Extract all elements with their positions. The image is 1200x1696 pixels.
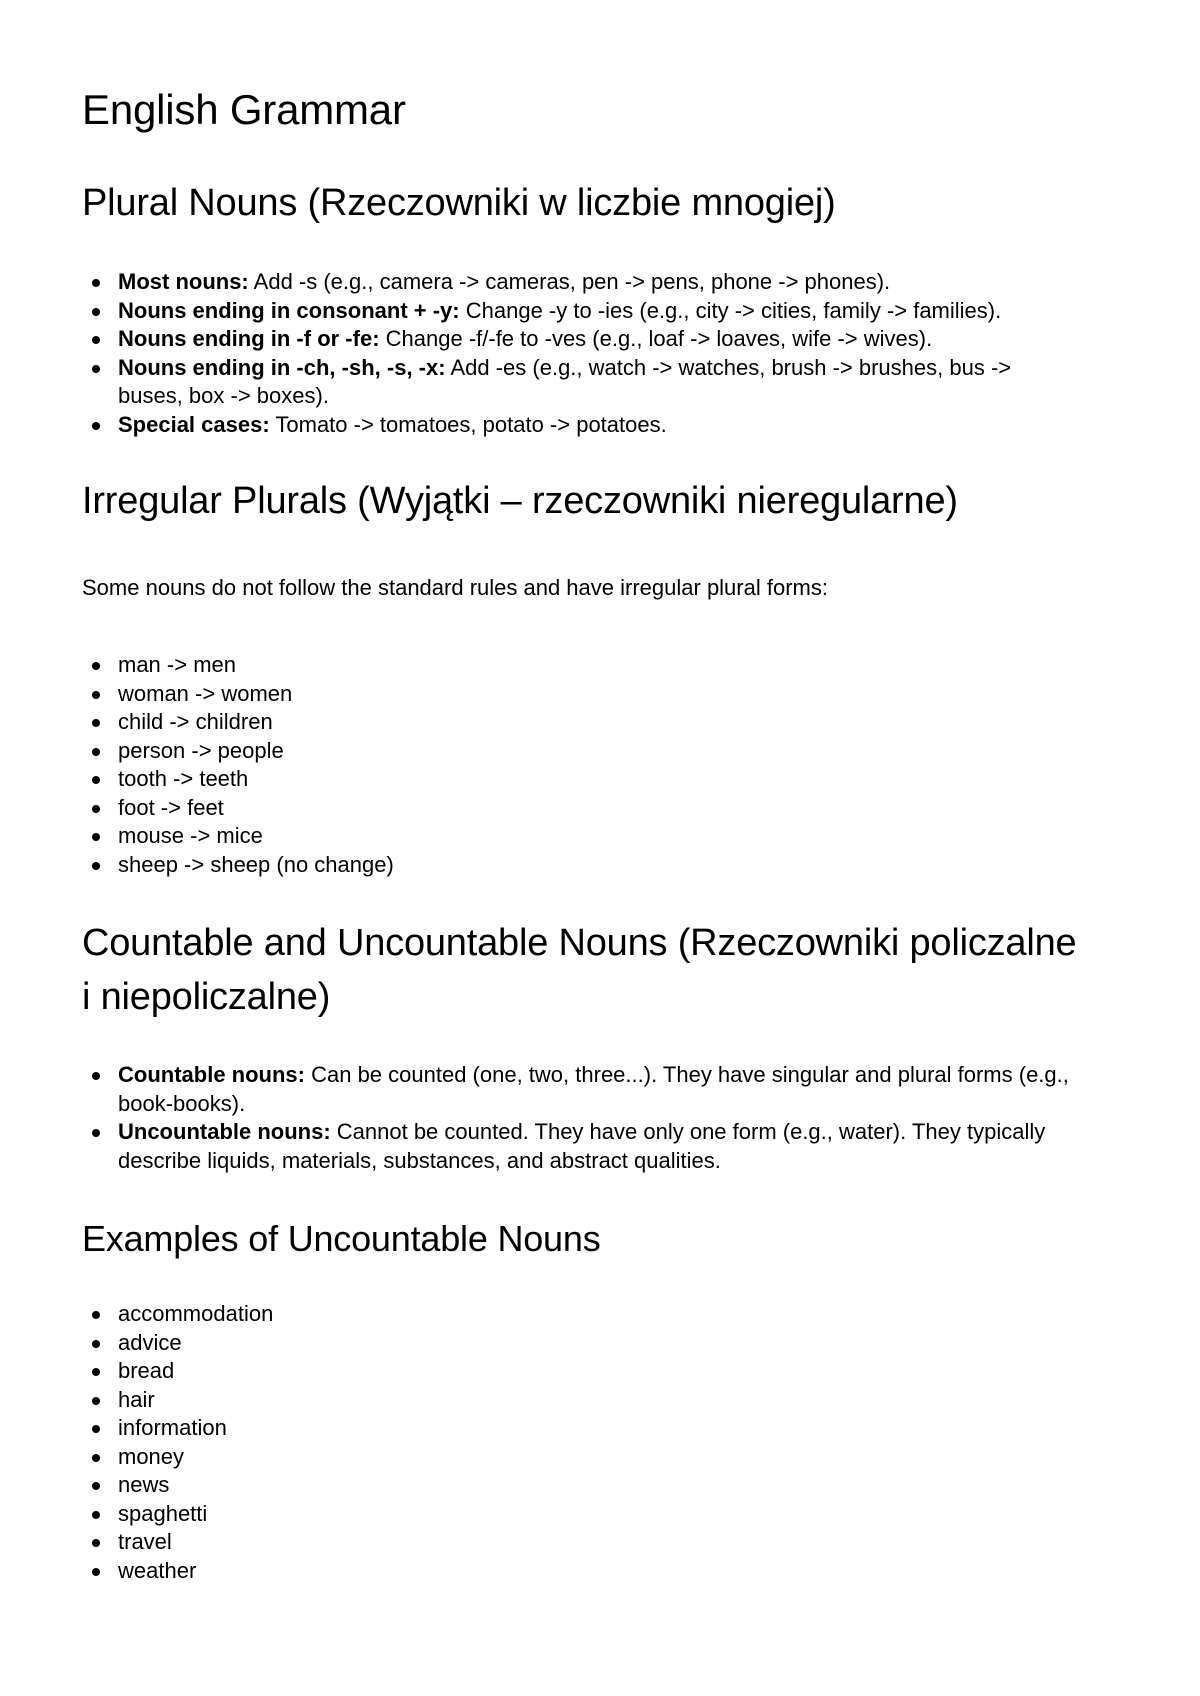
list-item: weather — [118, 1557, 1118, 1586]
rule-text: Tomato -> tomatoes, potato -> potatoes. — [269, 411, 667, 437]
rule-label: Most nouns: — [118, 269, 249, 294]
list-item — [118, 411, 1118, 440]
list-item: mouse -> mice — [118, 822, 1118, 851]
list-item: child -> children — [118, 708, 1118, 737]
rule-label: Special cases: — [118, 411, 270, 437]
rule-text: Change -y to -ies (e.g., city -> cities, family -> families). — [459, 297, 1002, 323]
rule-text: Add -es (e.g., watch -> watches, brush -> brushes, bus -> buses, box -> boxes). — [118, 354, 1012, 408]
irregular-intro: Some nouns do not follow the standard rules and have irregular plural forms: — [82, 575, 828, 600]
list-item — [118, 1061, 1128, 1118]
rule-label: Nouns ending in consonant + -y: — [118, 297, 460, 323]
rule-label: Nouns ending in -f or -fe: — [118, 326, 380, 351]
list-item: bread — [118, 1357, 1118, 1386]
list-item — [118, 1118, 1128, 1175]
rule-text: Add -s (e.g., camera -> cameras, pen -> pens, phone -> phones). — [248, 269, 891, 294]
list-item: spaghetti — [118, 1500, 1118, 1529]
rule-text: Change -f/-fe to -ves (e.g., loaf -> loaves, wife -> wives). — [379, 326, 933, 351]
list-item: news — [118, 1471, 1118, 1500]
list-item — [118, 325, 1118, 354]
rule-text: Cannot be counted. They have only one form (e.g., water). They typically describe liquids, materials, substances, and abstract qualities. — [118, 1119, 1046, 1173]
plural-nouns-heading: Plural Nouns (Rzeczowniki w liczbie mnogiej) — [82, 182, 836, 224]
countable-uncountable-heading: Countable and Uncountable Nouns (Rzeczowniki policzalne i niepoliczalne) — [82, 922, 1077, 1018]
irregular-plurals-heading: Irregular Plurals (Wyjątki – rzeczowniki nieregularne) — [82, 480, 958, 522]
list-item: hair — [118, 1386, 1118, 1415]
rule-text: Can be counted (one, two, three...). They have singular and plural forms (e.g., book-books). — [118, 1062, 1069, 1116]
list-item: foot -> feet — [118, 794, 1118, 823]
list-item — [118, 354, 1038, 411]
list-item: travel — [118, 1528, 1118, 1557]
list-item — [118, 268, 1118, 297]
irregular-plurals-list — [82, 651, 1118, 879]
rule-label: Nouns ending in -ch, -sh, -s, -x: — [118, 354, 446, 380]
list-item: woman -> women — [118, 680, 1118, 709]
list-item: money — [118, 1443, 1118, 1472]
rule-label: Uncountable nouns: — [118, 1119, 331, 1144]
rule-label: Countable nouns: — [118, 1062, 305, 1087]
uncountable-examples-heading: Examples of Uncountable Nouns — [82, 1218, 601, 1259]
uncountable-examples-list — [82, 1300, 1118, 1585]
plural-rules-list — [82, 268, 1118, 439]
list-item — [118, 297, 1118, 326]
list-item: tooth -> teeth — [118, 765, 1118, 794]
list-item: sheep -> sheep (no change) — [118, 851, 1118, 880]
list-item: information — [118, 1414, 1118, 1443]
list-item: man -> men — [118, 651, 1118, 680]
list-item: accommodation — [118, 1300, 1118, 1329]
countable-list — [82, 1061, 1128, 1175]
document-title: English Grammar — [82, 86, 406, 133]
list-item: advice — [118, 1329, 1118, 1358]
list-item: person -> people — [118, 737, 1118, 766]
